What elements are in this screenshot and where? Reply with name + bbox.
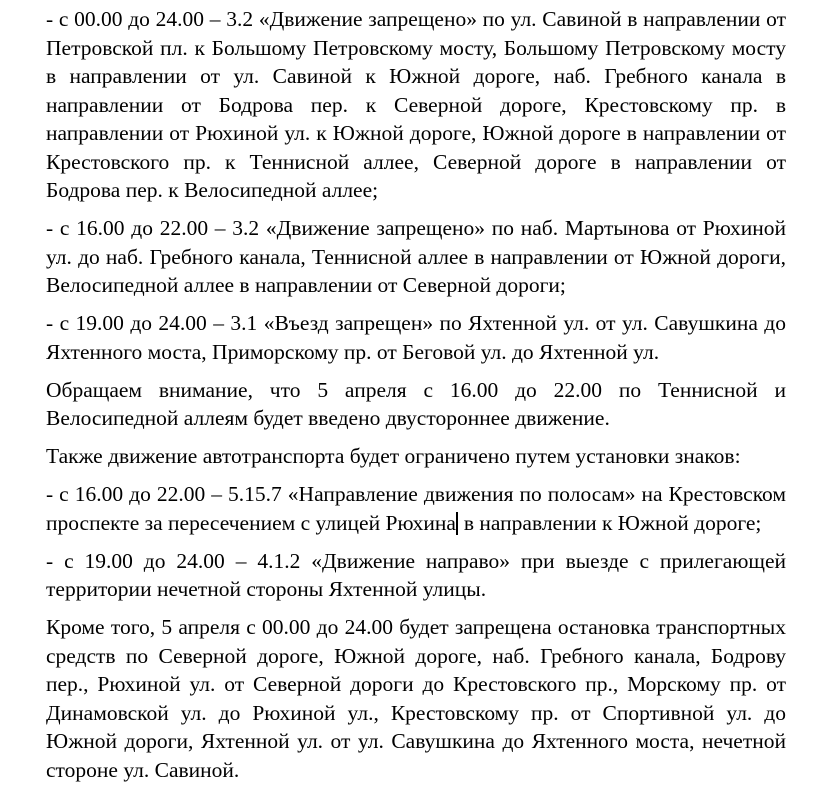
paragraph-restriction-1900-2400[interactable]: - с 19.00 до 24.00 – 3.1 «Въезд запрещен» по Яхтенной ул. от ул. Савушкина до Яхтенного моста, Приморскому пр. от Беговой ул. до Яхтенной ул. — [46, 311, 786, 364]
paragraph-sign-412-right-turn[interactable]: - с 19.00 до 24.00 – 4.1.2 «Движение направо» при выезде с прилегающей территории нечетной стороны Яхтенной улицы. — [46, 548, 786, 601]
paragraph-restriction-1600-2200[interactable]: - с 16.00 до 22.00 – 3.2 «Движение запрещено» по наб. Мартынова от Рюхиной ул. до наб. Гребного канала, Теннисной аллее в направлении от Южной дороги, Велосипедной аллее в направлении от Северной дороги; — [46, 216, 786, 297]
text-before-caret: - с 16.00 до 22.00 – 5.15.7 «Направление движения по полосам» на Крестовском проспекте за пересечением с улицей Рюхина — [46, 482, 786, 535]
paragraph-two-way-traffic-notice[interactable]: Обращаем внимание, что 5 апреля с 16.00 до 22.00 по Теннисной и Велосипедной аллеям будет введено двустороннее движение. — [46, 377, 786, 430]
paragraph-parking-prohibition[interactable]: Кроме того, 5 апреля с 00.00 до 24.00 будет запрещена остановка транспортных средств по Северной дороге, Южной дороге, наб. Гребного канала, Бодрову пер., Рюхиной ул. от Северной дороги до Крестовского пр., Морскому пр. от Динамовской ул. до Рюхиной ул., Крестовскому пр. от Спортивной ул. до Южной дороги, Яхтенной ул. от ул. Савушкина до Яхтенного моста, нечетной стороне ул. Савиной. — [46, 615, 786, 782]
text-after-caret: в направлении к Южной дороге; — [458, 510, 762, 535]
paragraph-signs-intro[interactable]: Также движение автотранспорта будет ограничено путем установки знаков: — [46, 444, 741, 468]
paragraph-sign-5157-with-caret[interactable] — [46, 480, 786, 537]
paragraph-restriction-0000-2400[interactable]: - с 00.00 до 24.00 – 3.2 «Движение запрещено» по ул. Савиной в направлении от Петровской пл. к Большому Петровскому мосту, Большому Петровскому мосту в направлении от ул. Савиной к Южной дороге, наб. Гребного канала в направлении от Бодрова пер. к Северной дороге, Крестовскому пр. в направлении от Рюхиной ул. к Южной дороге, Южной дороге в направлении от Крестовского пр. к Теннисной аллее, Северной дороге в направлении от Бодрова пер. к Велосипедной аллее; — [46, 7, 786, 202]
